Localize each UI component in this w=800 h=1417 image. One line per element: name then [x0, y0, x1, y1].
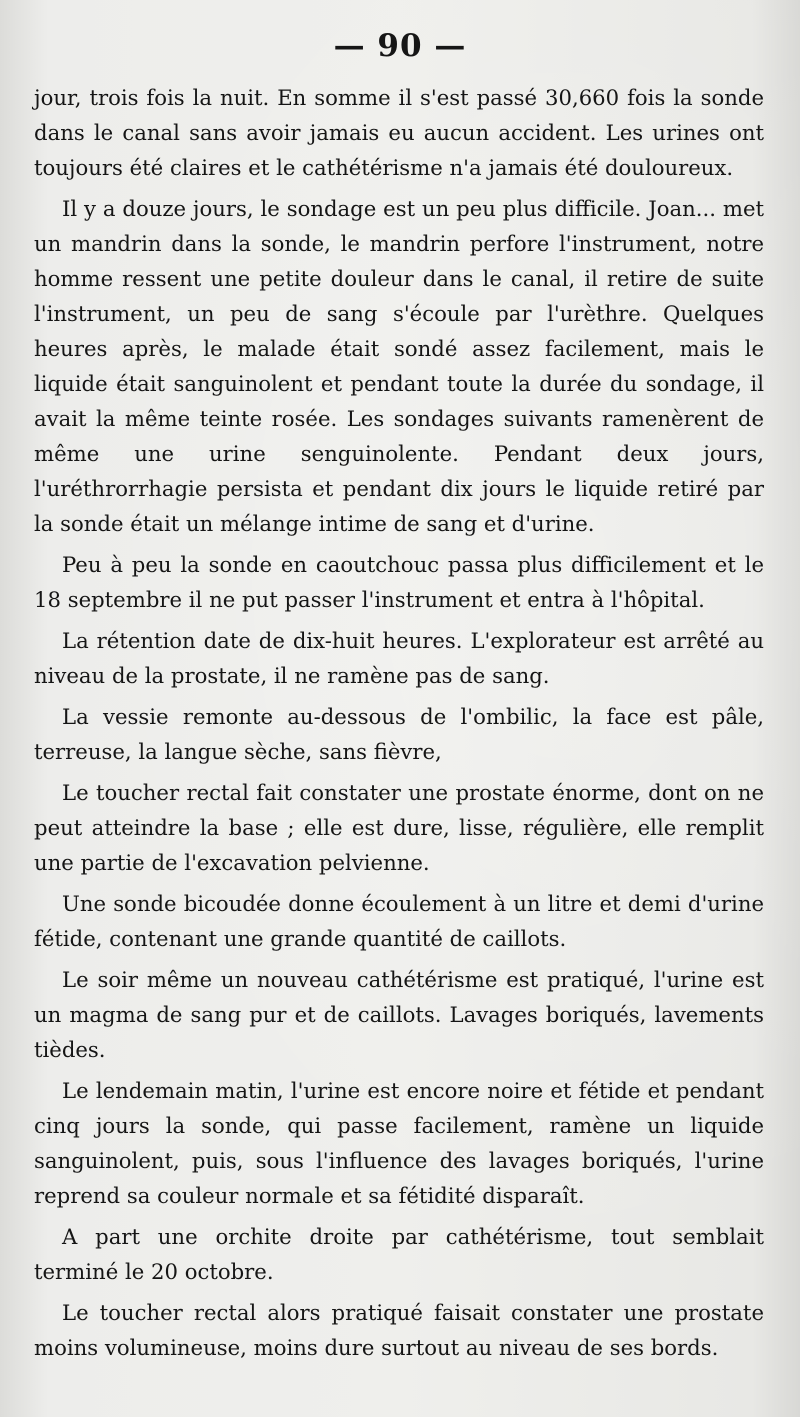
paragraph: Le toucher rectal fait constater une prostate énorme, dont on ne peut atteindre la base ; elle est dure, lisse, régulière, elle remplit une partie de l'excavation pelvienne.	[34, 780, 764, 875]
paragraph: Le toucher rectal alors pratiqué faisait constater une prostate moins volumineuse, moins dure surtout au niveau de ses bords.	[34, 1300, 764, 1360]
page-number: — 90 —	[333, 28, 467, 64]
body-text	[34, 80, 764, 1371]
paragraph: Peu à peu la sonde en caoutchouc passa plus difficilement et le 18 septembre il ne put passer l'instrument et entra à l'hôpital.	[34, 552, 764, 612]
paragraph: Il y a douze jours, le sondage est un peu plus difficile. Joan... met un mandrin dans la sonde, le mandrin perfore l'instrument, notre homme ressent une petite douleur dans le canal, il retire de suite l'instrument, un peu de sang s'écoule par l'urèthre. Quelques heures après, le malade était sondé assez facilement, mais le liquide était sanguinolent et pendant toute la durée du sondage, il avait la même teinte rosée. Les sondages suivants ramenèrent de même une urine senguinolente. Pendant deux jours, l'uréthrorrhagie persista et pendant dix jours le liquide retiré par la sonde était un mélange intime de sang et d'urine.	[34, 196, 764, 536]
paragraph: jour, trois fois la nuit. En somme il s'est passé 30,660 fois la sonde dans le canal sans avoir jamais eu aucun accident. Les urines ont toujours été claires et le cathétérisme n'a jamais été douloureux.	[34, 85, 764, 180]
paragraph: La rétention date de dix-huit heures. L'explorateur est arrêté au niveau de la prostate, il ne ramène pas de sang.	[34, 628, 764, 688]
paragraph: A part une orchite droite par cathétérisme, tout semblait terminé le 20 octobre.	[34, 1224, 764, 1284]
paragraph: Une sonde bicoudée donne écoulement à un litre et demi d'urine fétide, contenant une grande quantité de caillots.	[34, 891, 764, 951]
paragraph: Le lendemain matin, l'urine est encore noire et fétide et pendant cinq jours la sonde, qui passe facilement, ramène un liquide sanguinolent, puis, sous l'influence des lavages boriqués, l'urine reprend sa couleur normale et sa fétidité disparaît.	[34, 1078, 764, 1208]
paragraph: Le soir même un nouveau cathétérisme est pratiqué, l'urine est un magma de sang pur et de caillots. Lavages boriqués, lavements tièdes.	[34, 967, 764, 1062]
paragraph: La vessie remonte au-dessous de l'ombilic, la face est pâle, terreuse, la langue sèche, sans fièvre,	[34, 704, 764, 764]
